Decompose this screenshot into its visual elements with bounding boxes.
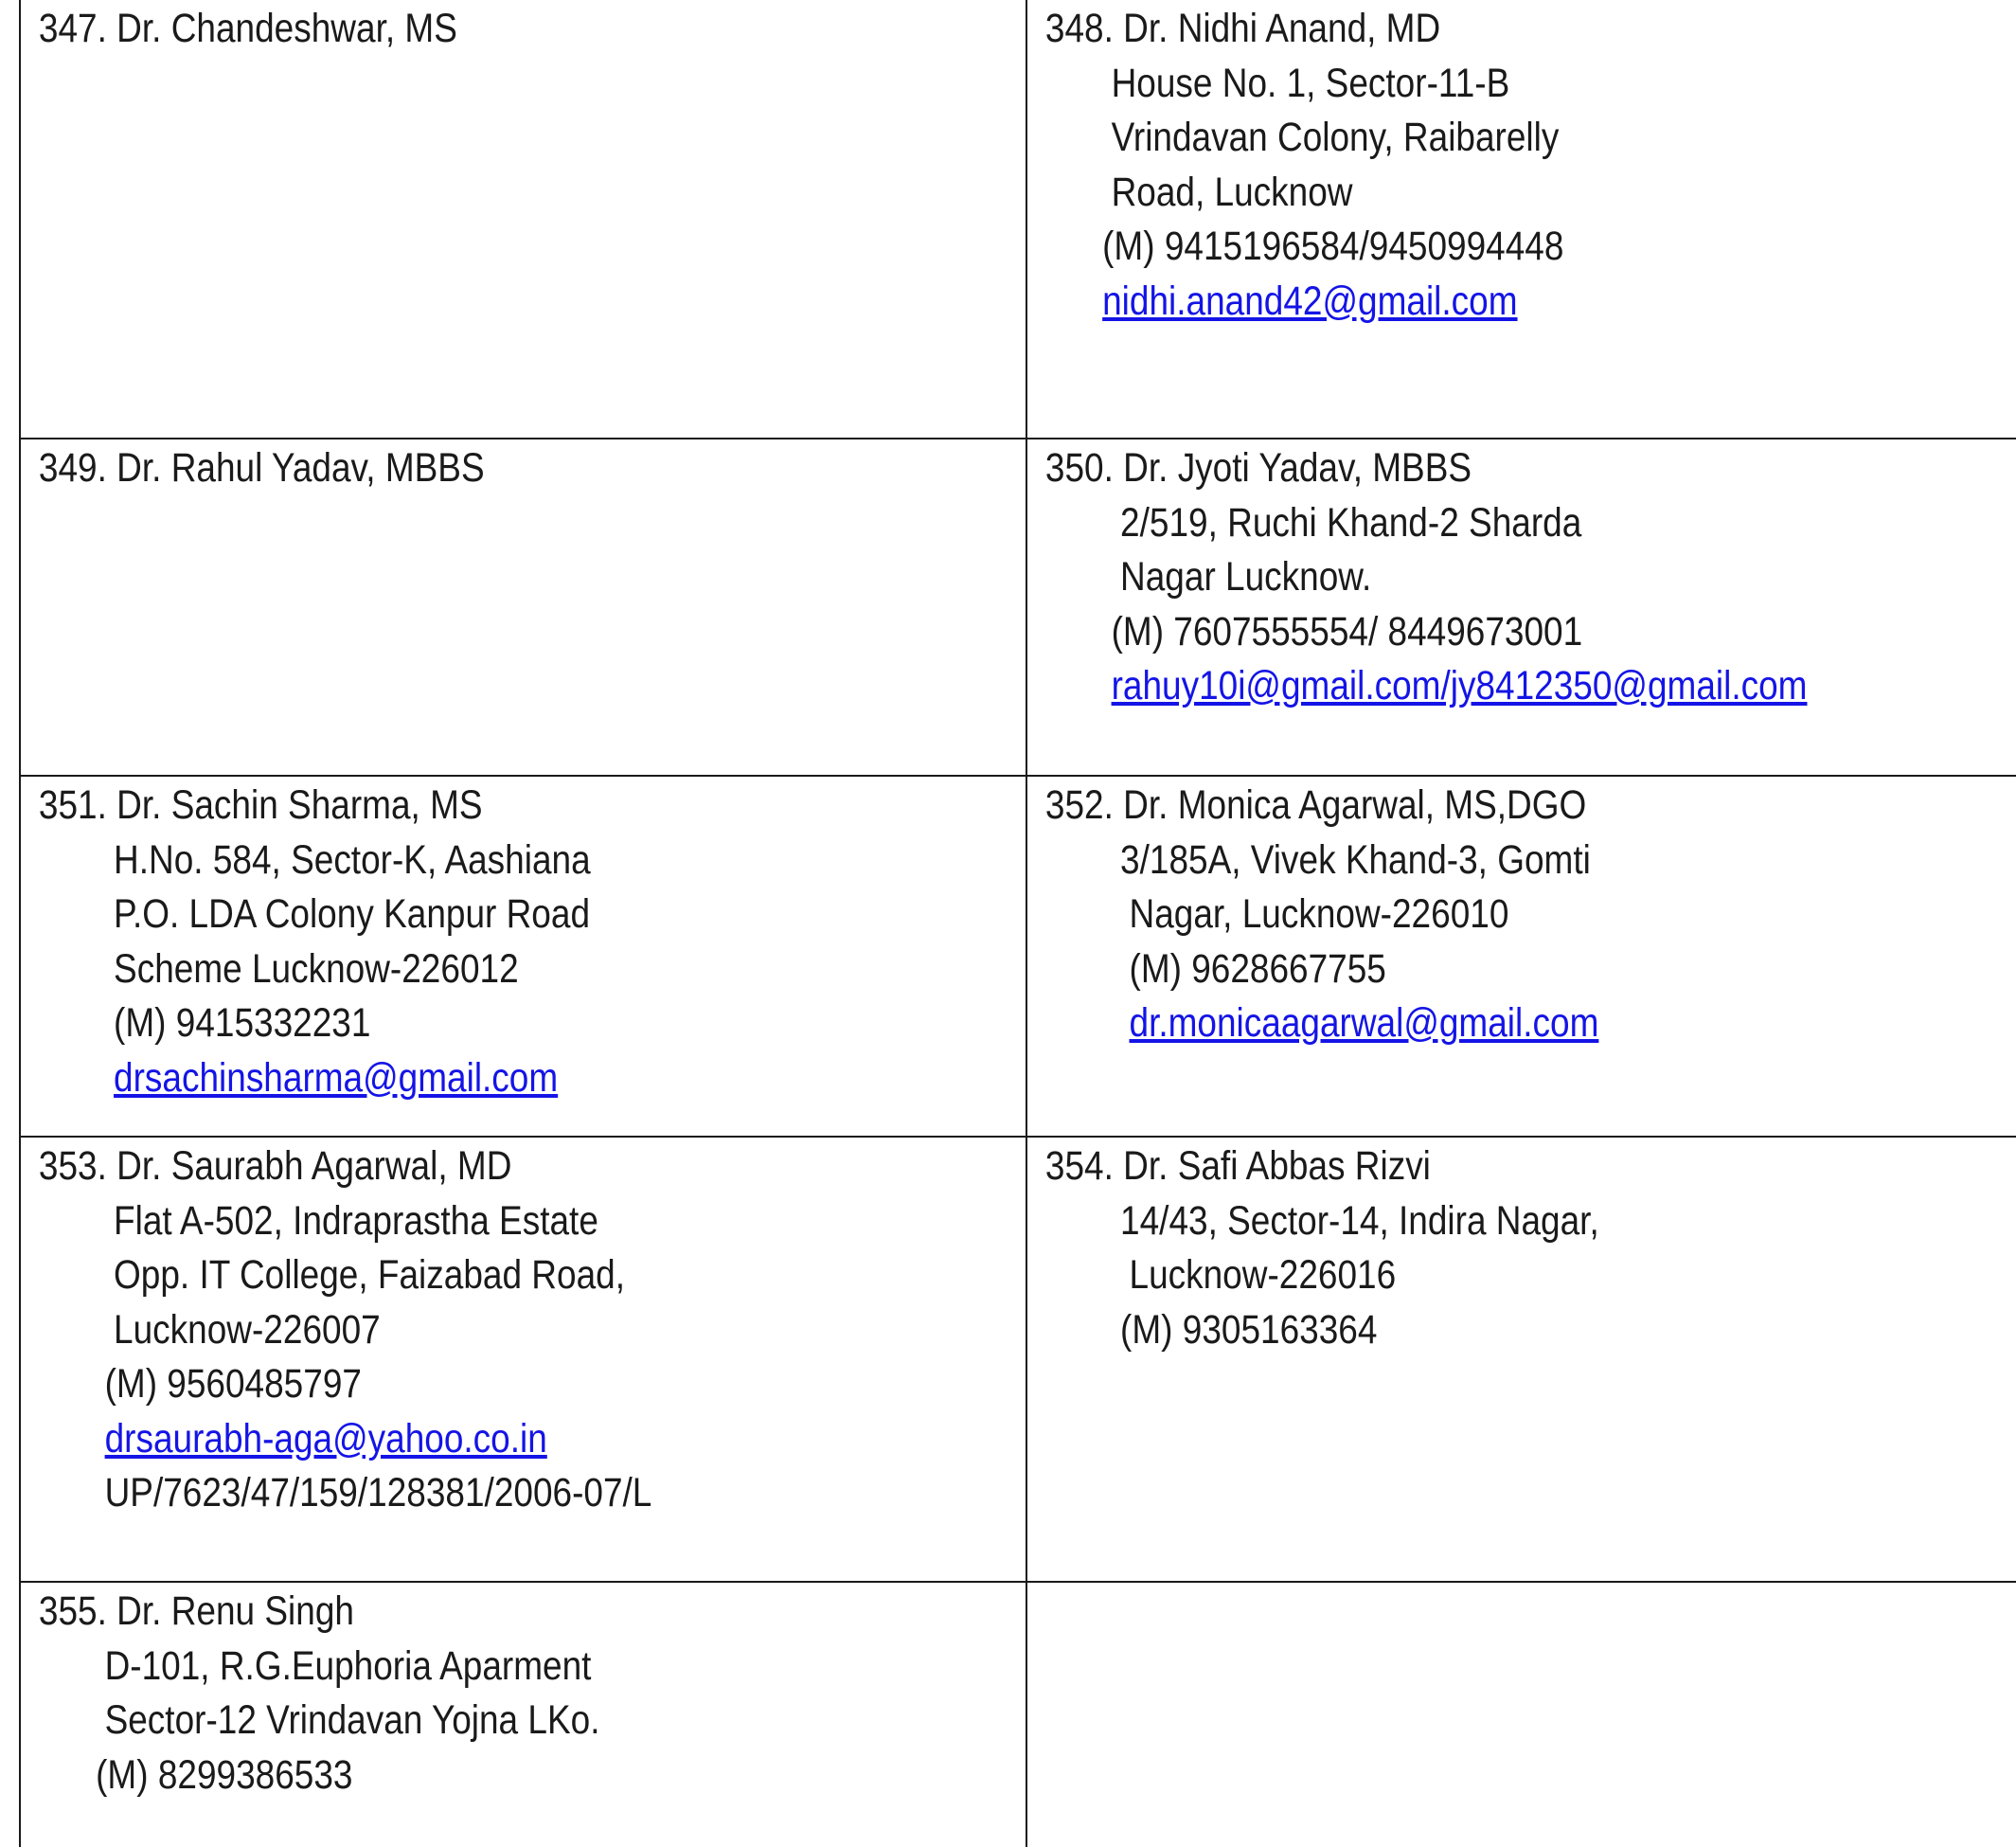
- entry-name: 347. Dr. Chandeshwar, MS: [38, 6, 457, 51]
- address-line: 3/185A, Vivek Khand-3, Gomti: [1120, 836, 1591, 883]
- address-line: 14/43, Sector-14, Indira Nagar,: [1120, 1197, 1599, 1244]
- entry-name: 351. Dr. Sachin Sharma, MS: [38, 782, 483, 828]
- entry-353: [21, 1139, 884, 1521]
- entry-cell: [20, 439, 1026, 776]
- email-link[interactable]: drsachinsharma@gmail.com: [114, 1054, 559, 1101]
- entry-cell: [1026, 439, 2016, 776]
- entry-350: [1027, 441, 1881, 714]
- address-line: Opp. IT College, Faizabad Road,: [114, 1252, 625, 1298]
- table-row: [20, 0, 2016, 439]
- email-link[interactable]: drsaurabh-aga@yahoo.co.in: [104, 1415, 547, 1461]
- email-link[interactable]: dr.monicaagarwal@gmail.com: [1129, 1000, 1599, 1046]
- address-line: Road, Lucknow: [1111, 169, 1353, 215]
- address-line: House No. 1, Sector-11-B: [1111, 60, 1510, 106]
- entry-name: 352. Dr. Monica Agarwal, MS,DGO: [1044, 782, 1587, 828]
- entry-355: [21, 1585, 884, 1802]
- address-line: Flat A-502, Indraprastha Estate: [114, 1197, 598, 1244]
- entry-name: 348. Dr. Nidhi Anand, MD: [1044, 6, 1441, 51]
- entry-name: 353. Dr. Saurabh Agarwal, MD: [38, 1143, 512, 1189]
- phone-line: (M) 9628667755: [1129, 945, 1386, 992]
- address-line: Sector-12 Vrindavan Yojna LKo.: [104, 1697, 600, 1743]
- address-line: H.No. 584, Sector-K, Aashiana: [114, 836, 591, 883]
- address-line: Nagar, Lucknow-226010: [1129, 891, 1509, 937]
- entry-cell: [20, 1582, 1026, 1847]
- entry-name: 350. Dr. Jyoti Yadav, MBBS: [1044, 445, 1472, 491]
- entry-name: 349. Dr. Rahul Yadav, MBBS: [38, 445, 485, 491]
- table-row: [20, 439, 2016, 776]
- address-line: Scheme Lucknow-226012: [114, 945, 519, 992]
- entry-cell: [1026, 1137, 2016, 1582]
- entry-cell: [20, 0, 1026, 439]
- entry-349: [21, 441, 884, 496]
- entry-name: 355. Dr. Renu Singh: [38, 1588, 354, 1634]
- address-line: 2/519, Ruchi Khand-2 Sharda: [1120, 499, 1582, 546]
- address-line: Vrindavan Colony, Raibarelly: [1111, 115, 1560, 160]
- entry-cell: [20, 1137, 1026, 1582]
- empty-cell: [1026, 1582, 2016, 1847]
- directory-table: [19, 0, 2016, 1847]
- address-line: Lucknow-226007: [114, 1306, 381, 1353]
- address-line: Lucknow-226016: [1129, 1252, 1397, 1298]
- email-link[interactable]: rahuy10i@gmail.com/jy8412350@gmail.com: [1111, 663, 1808, 708]
- entry-cell: [1026, 776, 2016, 1137]
- phone-line: (M) 9305163364: [1120, 1306, 1378, 1353]
- phone-line: (M) 9415196584/9450994448: [1102, 224, 1564, 269]
- table-row: [20, 1137, 2016, 1582]
- phone-line: (M) 9560485797: [104, 1361, 362, 1407]
- phone-line: (M) 9415332231: [114, 1000, 371, 1046]
- entry-name: 354. Dr. Safi Abbas Rizvi: [1044, 1143, 1431, 1189]
- entry-cell: [1026, 0, 2016, 439]
- address-line: Nagar Lucknow.: [1120, 554, 1372, 600]
- phone-line: (M) 7607555554/ 8449673001: [1111, 608, 1583, 655]
- table-row: [20, 776, 2016, 1137]
- table-row: [20, 1582, 2016, 1847]
- entry-351: [21, 779, 884, 1105]
- registration-number: UP/7623/47/159/128381/2006-07/L: [104, 1470, 652, 1515]
- address-line: D-101, R.G.Euphoria Aparment: [104, 1642, 592, 1689]
- entry-347: [21, 2, 884, 57]
- entry-348: [1027, 2, 1881, 329]
- entry-354: [1027, 1139, 1881, 1357]
- phone-line: (M) 8299386533: [96, 1751, 353, 1798]
- entry-cell: [20, 776, 1026, 1137]
- entry-352: [1027, 779, 1881, 1051]
- email-link[interactable]: nidhi.anand42@gmail.com: [1102, 278, 1518, 324]
- address-line: P.O. LDA Colony Kanpur Road: [114, 891, 591, 937]
